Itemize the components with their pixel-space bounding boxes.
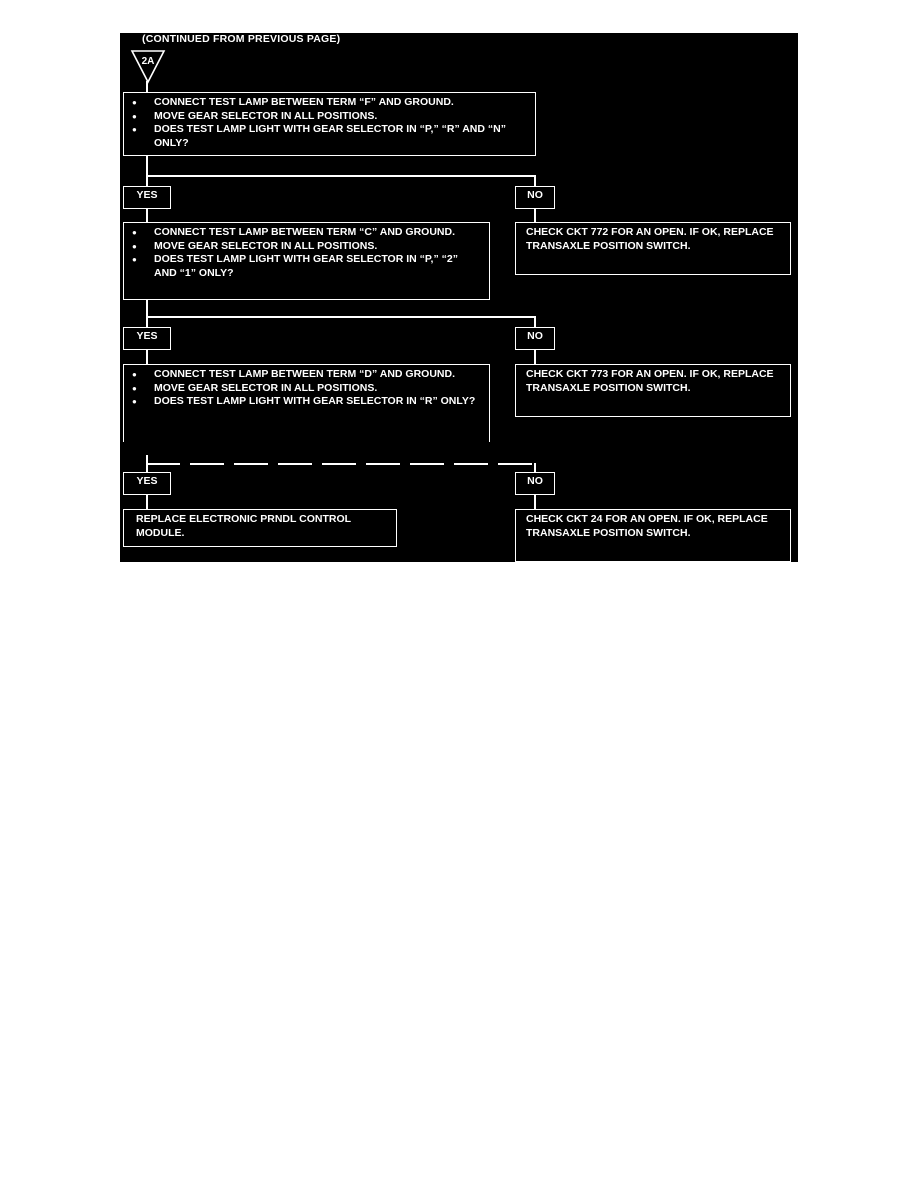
no-result-3: CHECK CKT 24 FOR AN OPEN. IF OK, REPLACE TRANSAXLE POSITION SWITCH. — [515, 509, 791, 562]
yes-branch-3: YES — [123, 472, 171, 495]
step-1-item: ● MOVE GEAR SELECTOR IN ALL POSITIONS. — [130, 110, 527, 124]
flow-line — [534, 350, 536, 365]
step-3-box — [123, 364, 490, 442]
connector-triangle-icon — [131, 50, 165, 84]
step-1-box — [123, 92, 536, 156]
step-1-item: ● CONNECT TEST LAMP BETWEEN TERM “F” AND GROUND. — [130, 96, 527, 110]
step-2-item: ● MOVE GEAR SELECTOR IN ALL POSITIONS. — [130, 240, 481, 254]
yes-branch-1: YES — [123, 186, 171, 209]
flow-line — [146, 350, 148, 365]
no-branch-2: NO — [515, 327, 555, 350]
flow-line-dashed — [146, 463, 536, 465]
step-3-item: ● CONNECT TEST LAMP BETWEEN TERM “D” AND GROUND. — [130, 368, 481, 382]
flowchart-panel — [120, 33, 798, 562]
connector-label: 2A — [141, 56, 155, 67]
flow-line — [146, 175, 536, 177]
flow-line — [534, 209, 536, 223]
yes-result-3: REPLACE ELECTRONIC PRNDL CONTROL MODULE. — [123, 509, 397, 547]
step-3-item: ● MOVE GEAR SELECTOR IN ALL POSITIONS. — [130, 382, 481, 396]
no-branch-3: NO — [515, 472, 555, 495]
flow-line — [146, 495, 148, 510]
step-3-item: ● DOES TEST LAMP LIGHT WITH GEAR SELECTOR IN “R” ONLY? — [130, 395, 481, 409]
no-result-2: CHECK CKT 773 FOR AN OPEN. IF OK, REPLACE TRANSAXLE POSITION SWITCH. — [515, 364, 791, 417]
flow-line — [146, 300, 148, 327]
step-2-box — [123, 222, 490, 300]
flow-line — [146, 156, 148, 186]
no-result-1: CHECK CKT 772 FOR AN OPEN. IF OK, REPLACE TRANSAXLE POSITION SWITCH. — [515, 222, 791, 275]
no-branch-1: NO — [515, 186, 555, 209]
yes-branch-2: YES — [123, 327, 171, 350]
flow-line — [534, 495, 536, 510]
flow-line — [146, 316, 536, 318]
step-1-item: ● DOES TEST LAMP LIGHT WITH GEAR SELECTOR IN “P,” “R” AND “N” ONLY? — [130, 123, 527, 150]
continued-header: (CONTINUED FROM PREVIOUS PAGE) — [142, 33, 341, 45]
step-2-item: ● DOES TEST LAMP LIGHT WITH GEAR SELECTOR IN “P,” “2” AND “1” ONLY? — [130, 253, 481, 280]
step-2-item: ● CONNECT TEST LAMP BETWEEN TERM “C” AND GROUND. — [130, 226, 481, 240]
flow-line — [146, 209, 148, 223]
